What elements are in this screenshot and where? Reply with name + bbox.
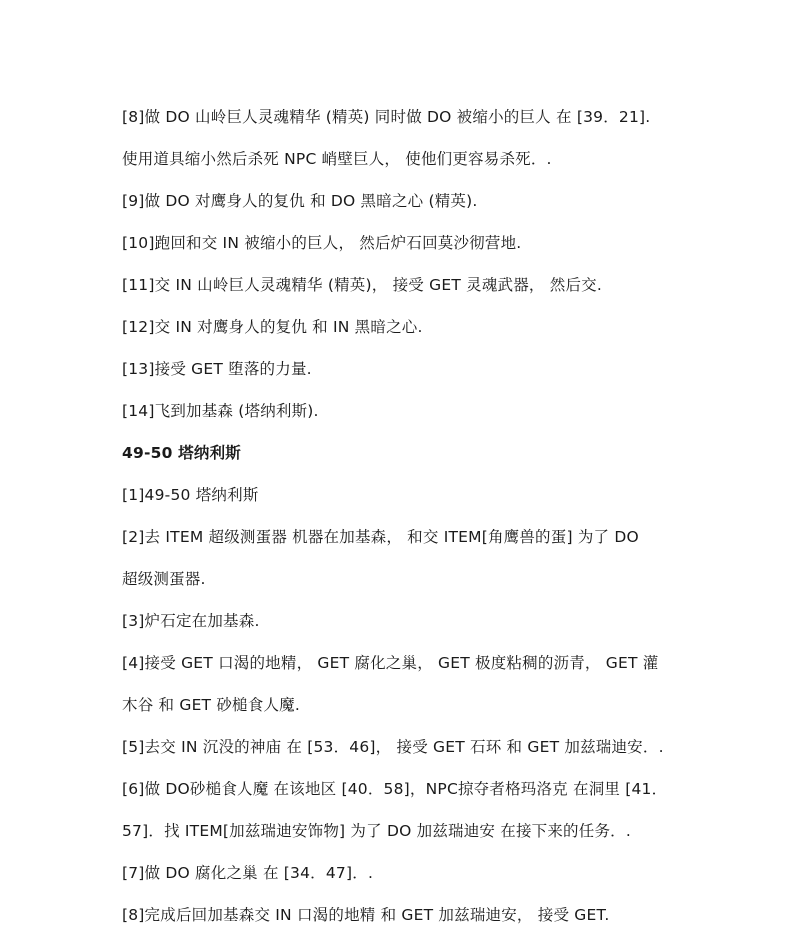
text-line-13: [3]炉石定在加基森. <box>122 612 260 630</box>
text-line-1: [8]做 DO 山岭巨人灵魂精华 (精英) 同时做 DO 被缩小的巨人 在 [39．21]. <box>122 108 651 126</box>
text-line-19: [7]做 DO 腐化之巢 在 [34．47]．. <box>122 864 374 882</box>
text-line-6: [12]交 IN 对鹰身人的复仇 和 IN 黑暗之心. <box>122 318 423 336</box>
text-line-3: [9]做 DO 对鹰身人的复仇 和 DO 黑暗之心 (精英). <box>122 192 478 210</box>
text-line-7: [13]接受 GET 堕落的力量. <box>122 360 312 378</box>
text-line-12: 超级测蛋器. <box>122 570 206 588</box>
text-line-18: 57]．找 ITEM[加兹瑞迪安饰物] 为了 DO 加兹瑞迪安 在接下来的任务．. <box>122 822 631 840</box>
text-line-14: [4]接受 GET 口渴的地精， GET 腐化之巢， GET 极度粘稠的沥青， GET 灌 <box>122 654 659 672</box>
section-heading: 49-50 塔纳利斯 <box>122 444 241 462</box>
text-line-16: [5]去交 IN 沉没的神庙 在 [53．46]， 接受 GET 石环 和 GET 加兹瑞迪安．. <box>122 738 664 756</box>
text-line-8: [14]飞到加基森 (塔纳利斯). <box>122 402 319 420</box>
text-line-10: [1]49-50 塔纳利斯 <box>122 486 259 504</box>
text-line-15: 木谷 和 GET 砂槌食人魔. <box>122 696 300 714</box>
text-line-11: [2]去 ITEM 超级测蛋器 机器在加基森， 和交 ITEM[角鹰兽的蛋] 为了 DO <box>122 528 639 546</box>
text-line-20-cut: [8]完成后回加基森交 IN 口渴的地精 和 GET 加兹瑞迪安， 接受 GET. <box>122 906 610 924</box>
text-line-5: [11]交 IN 山岭巨人灵魂精华 (精英)， 接受 GET 灵魂武器， 然后交. <box>122 276 602 294</box>
text-line-4: [10]跑回和交 IN 被缩小的巨人， 然后炉石回莫沙彻营地. <box>122 234 522 252</box>
text-line-17: [6]做 DO砂槌食人魔 在该地区 [40．58]，NPC掠夺者格玛洛克 在洞里 [41． <box>122 780 668 798</box>
document-page <box>122 101 702 941</box>
text-line-2: 使用道具缩小然后杀死 NPC 峭壁巨人， 使他们更容易杀死．. <box>122 150 552 168</box>
